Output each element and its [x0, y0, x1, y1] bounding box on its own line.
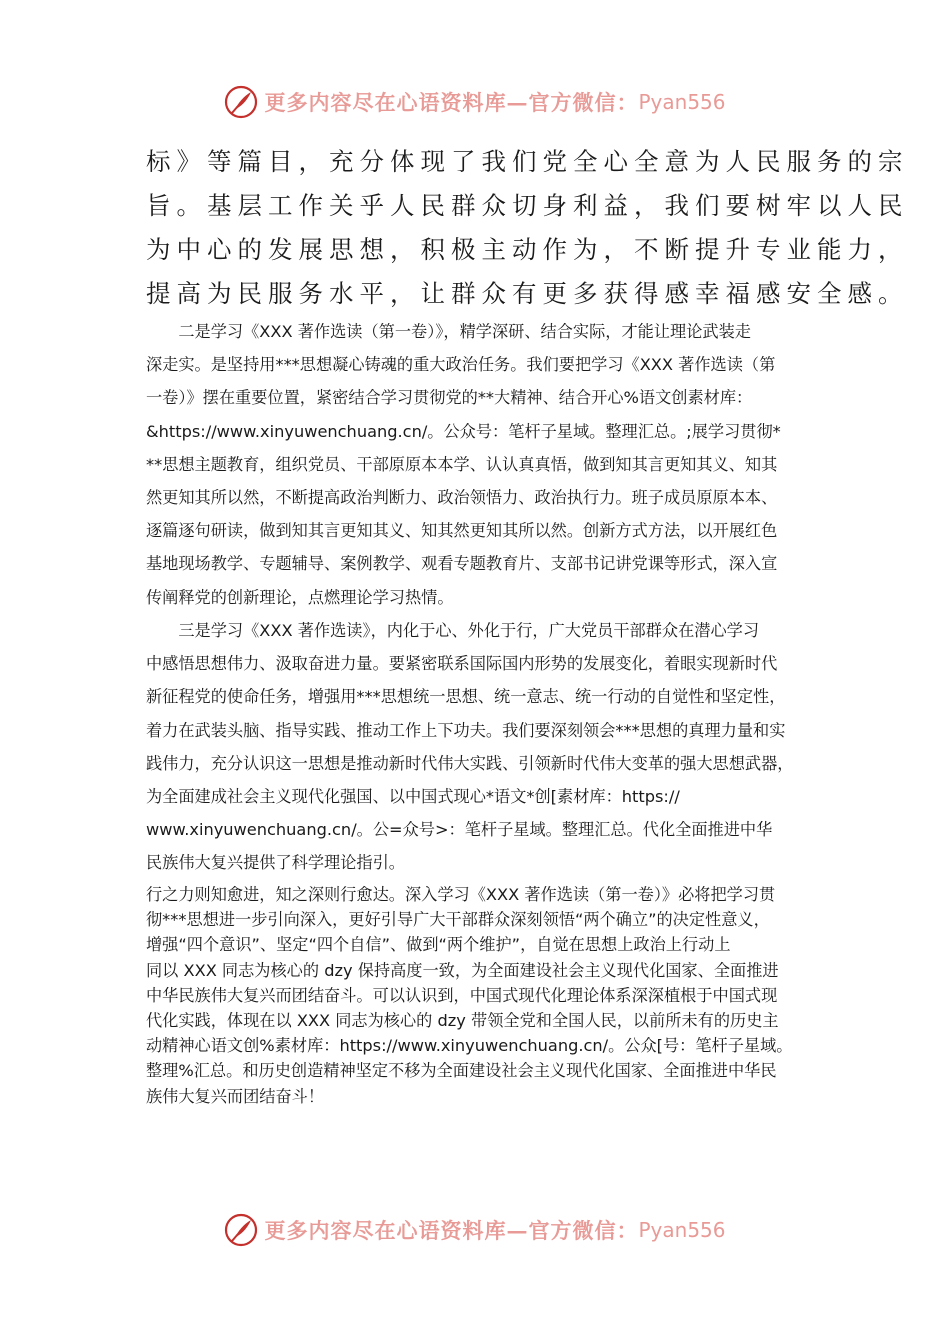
paragraph-line: 增强“四个意识”、坚定“四个自信”、做到“两个维护”，自觉在思想上政治上行动上 — [146, 935, 731, 955]
paragraph-line: 标》等篇目，充分体现了我们党全心全意为人民服务的宗 — [146, 147, 909, 176]
header-watermark-banner — [0, 82, 950, 122]
paragraph-line: 为全面建成社会主义现代化强国、以中国式现心*语文*创[素材库：https:// — [146, 787, 680, 807]
paragraph-line: 着力在武装头脑、指导实践、推动工作上下功夫。我们要深刻领会***思想的真理力量和实 — [146, 720, 786, 740]
banner-wechat-id: Pyan556 — [638, 1218, 726, 1242]
banner-text: 更多内容尽在心语资料库—官方微信： — [264, 90, 639, 115]
paragraph-line: 三是学习《XXX 著作选读》，内化于心、外化于行，广大党员干部群众在潜心学习 — [146, 621, 760, 640]
paragraph-line: 提高为民服务水平，让群众有更多获得感幸福感安全感。 — [146, 279, 909, 308]
paragraph-line: 践伟力，充分认识这一思想是推动新时代伟大实践、引领新时代伟大变革的强大思想武器， — [146, 753, 794, 773]
banner-text: 更多内容尽在心语资料库—官方微信： — [264, 1218, 639, 1243]
paragraph-2 — [146, 315, 826, 614]
paragraph-line: www.xinyuwenchuang.cn/。公=众号>：笔杆子星域。整理汇总。代化全面推进中华 — [146, 820, 773, 840]
paragraph-line: 基地现场教学、专题辅导、案例教学、观看专题教育片、支部书记讲党课等形式，深入宣 — [146, 554, 778, 574]
banner-wechat-id: Pyan556 — [638, 90, 726, 114]
paragraph-line: 为中心的发展思想，积极主动作为，不断提升专业能力， — [146, 235, 909, 264]
paragraph-line: 整理%汇总。和历史创造精神坚定不移为全面建设社会主义现代化国家、全面推进中华民 — [146, 1061, 777, 1081]
paragraph-line: 中感悟思想伟力、汲取奋进力量。要紧密联系国际国内形势的发展变化，着眼实现新时代 — [146, 654, 778, 674]
footer-watermark-banner — [0, 1210, 950, 1250]
paragraph-line: 旨。基层工作关乎人民群众切身利益，我们要树牢以人民 — [146, 191, 909, 220]
feather-quill-logo-icon — [224, 85, 258, 119]
paragraph-line: 一卷）》摆在重要位置，紧密结合学习贯彻党的**大精神、结合开心%语文创素材库： — [146, 388, 753, 408]
feather-quill-logo-icon — [224, 1213, 258, 1247]
paragraph-line: 民族伟大复兴提供了科学理论指引。 — [146, 853, 405, 873]
paragraph-line: 彻***思想进一步引向深入，更好引导广大干部群众深刻领悟“两个确立”的决定性意义， — [146, 910, 770, 930]
paragraph-line: 逐篇逐句研读，做到知其言更知其义、知其然更知其所以然。创新方式方法，以开展红色 — [146, 521, 778, 541]
paragraph-4 — [146, 882, 826, 1109]
paragraph-line: 新征程党的使命任务，增强用***思想统一思想、统一意志、统一行动的自觉性和坚定性， — [146, 687, 786, 707]
paragraph-line: 同以 XXX 同志为核心的 dzy 保持高度一致，为全面建设社会主义现代化国家、全面推进 — [146, 960, 779, 980]
paragraph-line: 传阐释党的创新理论，点燃理论学习热情。 — [146, 587, 454, 607]
paragraph-line: 动精神心语文创%素材库：https://www.xinyuwenchuang.cn/。公众[号：笔杆子星域。 — [146, 1036, 793, 1056]
paragraph-line: 然更知其所以然，不断提高政治判断力、政治领悟力、政治执行力。班子成员原原本本、 — [146, 488, 778, 508]
paragraph-line: 中华民族伟大复兴而团结奋斗。可以认识到，中国式现代化理论体系深深植根于中国式现 — [146, 985, 778, 1005]
paragraph-line: 族伟大复兴而团结奋斗！ — [146, 1086, 325, 1106]
paragraph-line: **思想主题教育，组织党员、干部原原本本学、认认真真悟，做到知其言更知其义、知其 — [146, 454, 778, 474]
paragraph-line: 代化实践，体现在以 XXX 同志为核心的 dzy 带领全党和全国人民，以前所未有的历史主 — [146, 1011, 779, 1031]
paragraph-1 — [146, 140, 909, 316]
paragraph-line: 行之力则知愈进，知之深则行愈达。深入学习《XXX 著作选读（第一卷）》必将把学习贯 — [146, 885, 776, 904]
paragraph-line: 二是学习《XXX 著作选读（第一卷）》，精学深研、结合实际，才能让理论武装走 — [146, 322, 751, 341]
paragraph-line: &https://www.xinyuwenchuang.cn/。公众号：笔杆子星域。整理汇总。;展学习贯彻* — [146, 421, 781, 441]
paragraph-3 — [146, 614, 826, 880]
paragraph-line: 深走实。是坚持用***思想凝心铸魂的重大政治任务。我们要把学习《XXX 著作选读（第 — [146, 355, 776, 375]
